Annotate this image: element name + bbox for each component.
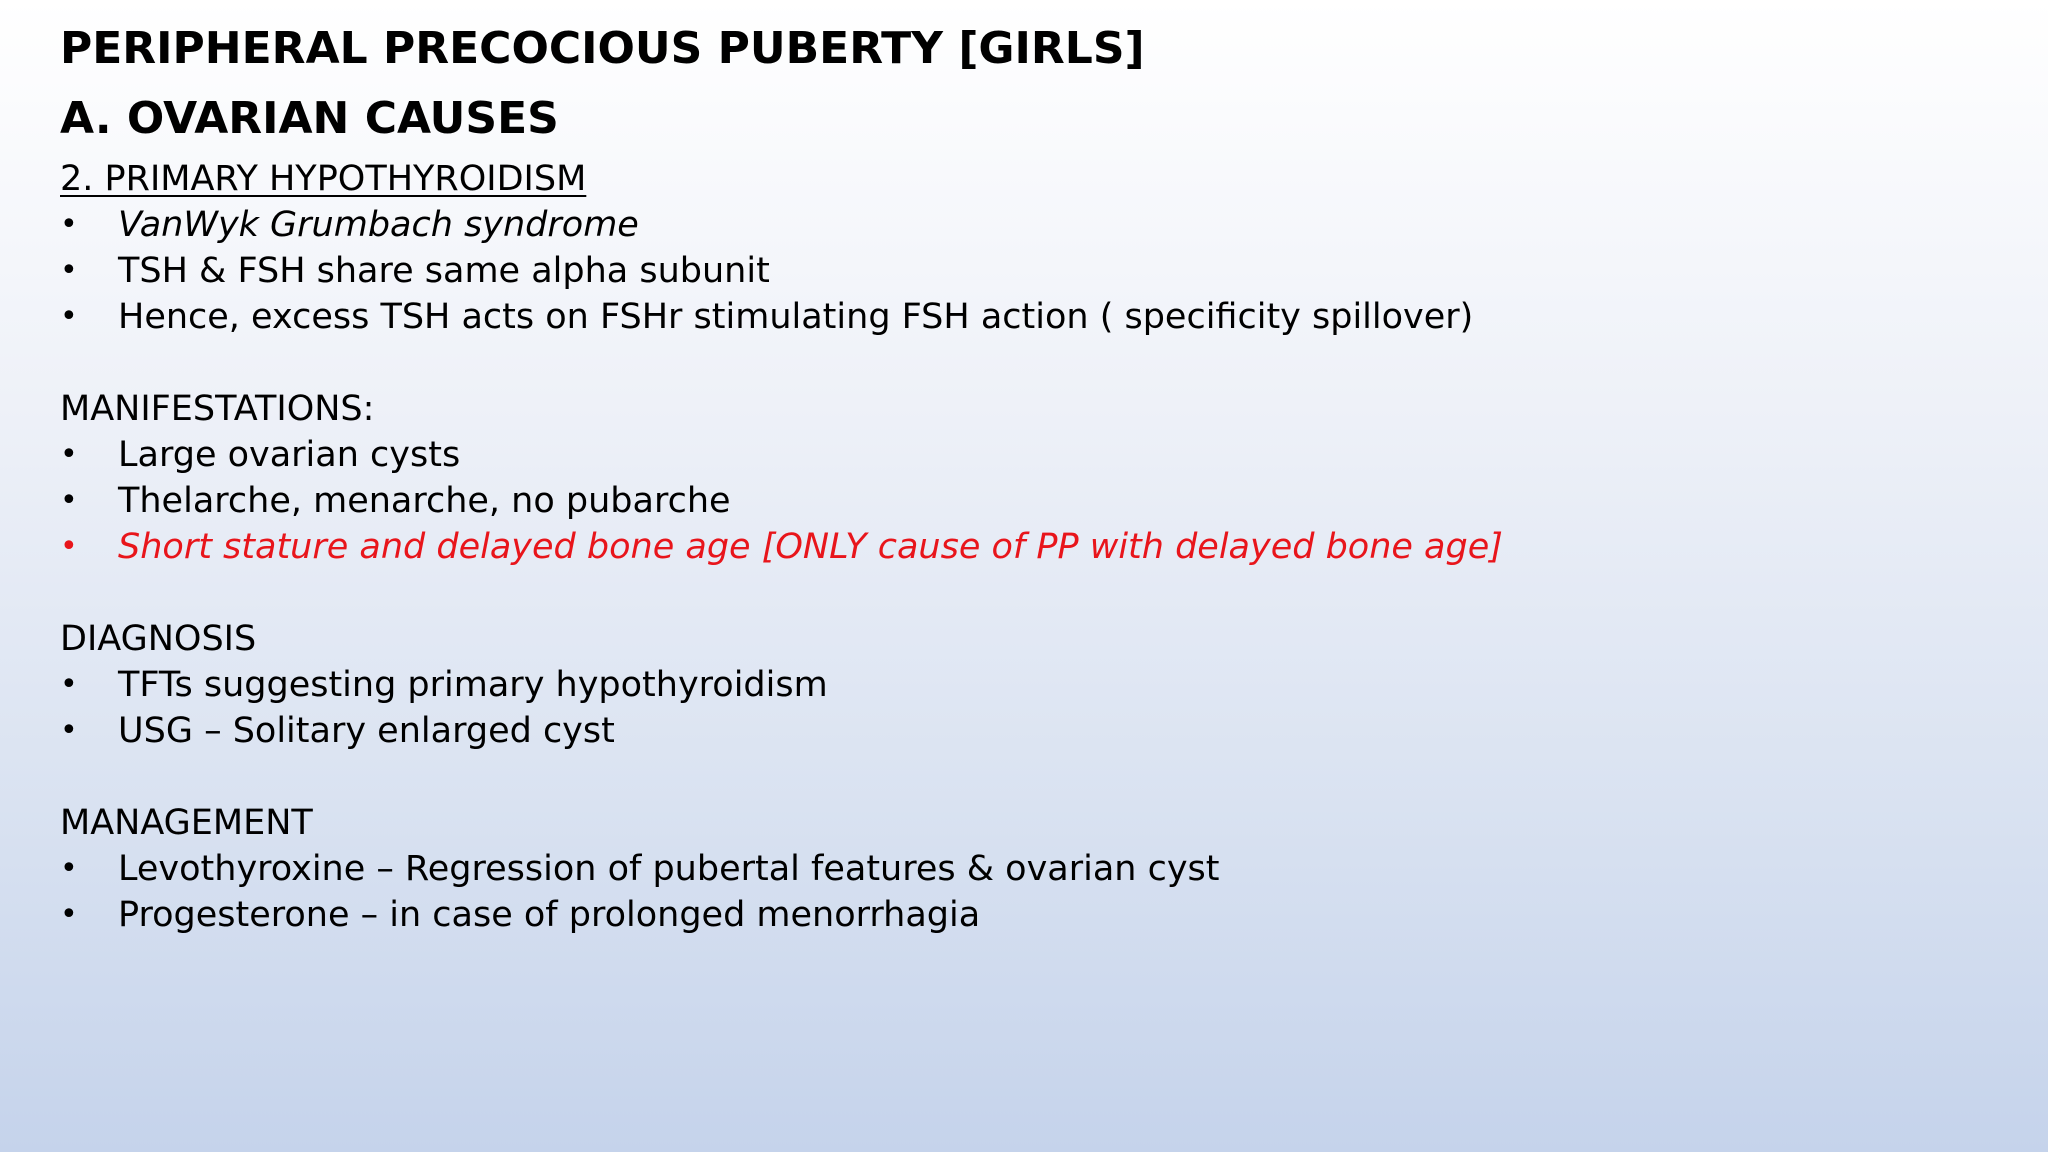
spacer <box>60 754 2020 800</box>
spacer <box>60 570 2020 616</box>
bullet-icon: • <box>60 483 78 518</box>
bullet-text: TSH & FSH share same alpha subunit <box>118 251 770 291</box>
section-hypothyroidism <box>60 156 2020 340</box>
bullet-icon: • <box>60 851 78 886</box>
bullet-list-hypothyroidism <box>60 202 2020 340</box>
bullet-icon: • <box>60 529 78 564</box>
bullet-text: Progesterone – in case of prolonged menorrhagia <box>118 895 981 935</box>
bullet-text-highlighted: Short stature and delayed bone age [ONLY cause of PP with delayed bone age] <box>118 527 1503 567</box>
section-heading-management: MANAGEMENT <box>60 803 313 843</box>
list-item <box>60 662 2020 708</box>
list-item-highlighted <box>60 524 2020 570</box>
bullet-list-diagnosis <box>60 662 2020 754</box>
bullet-text: Hence, excess TSH acts on FSHr stimulating FSH action ( specificity spillover) <box>118 297 1474 337</box>
spacer <box>60 340 2020 386</box>
section-heading-hypothyroidism: 2. PRIMARY HYPOTHYROIDISM <box>60 159 587 199</box>
section-heading-manifestations: MANIFESTATIONS: <box>60 389 375 429</box>
list-item <box>60 432 2020 478</box>
bullet-icon: • <box>60 437 78 472</box>
section-manifestations <box>60 386 2020 570</box>
bullet-text: VanWyk Grumbach syndrome <box>118 205 639 245</box>
bullet-icon: • <box>60 667 78 702</box>
bullet-text: Large ovarian cysts <box>118 435 461 475</box>
list-item <box>60 892 2020 938</box>
bullet-icon: • <box>60 253 78 288</box>
bullet-icon: • <box>60 897 78 932</box>
list-item <box>60 846 2020 892</box>
list-item <box>60 248 2020 294</box>
slide <box>60 14 2020 938</box>
bullet-text: Thelarche, menarche, no pubarche <box>118 481 731 521</box>
bullet-text: Levothyroxine – Regression of pubertal features & ovarian cyst <box>118 849 1220 889</box>
list-item <box>60 478 2020 524</box>
bullet-icon: • <box>60 299 78 334</box>
section-diagnosis <box>60 616 2020 754</box>
list-item <box>60 708 2020 754</box>
section-management <box>60 800 2020 938</box>
section-heading-diagnosis: DIAGNOSIS <box>60 619 257 659</box>
list-item <box>60 294 2020 340</box>
bullet-list-manifestations <box>60 432 2020 570</box>
slide-subtitle: A. OVARIAN CAUSES <box>60 93 559 144</box>
bullet-text: USG – Solitary enlarged cyst <box>118 711 615 751</box>
slide-title: PERIPHERAL PRECOCIOUS PUBERTY [GIRLS] <box>60 23 1145 74</box>
bullet-icon: • <box>60 713 78 748</box>
bullet-icon: • <box>60 207 78 242</box>
list-item <box>60 202 2020 248</box>
slide-body <box>60 156 2020 938</box>
bullet-text: TFTs suggesting primary hypothyroidism <box>118 665 828 705</box>
bullet-list-management <box>60 846 2020 938</box>
